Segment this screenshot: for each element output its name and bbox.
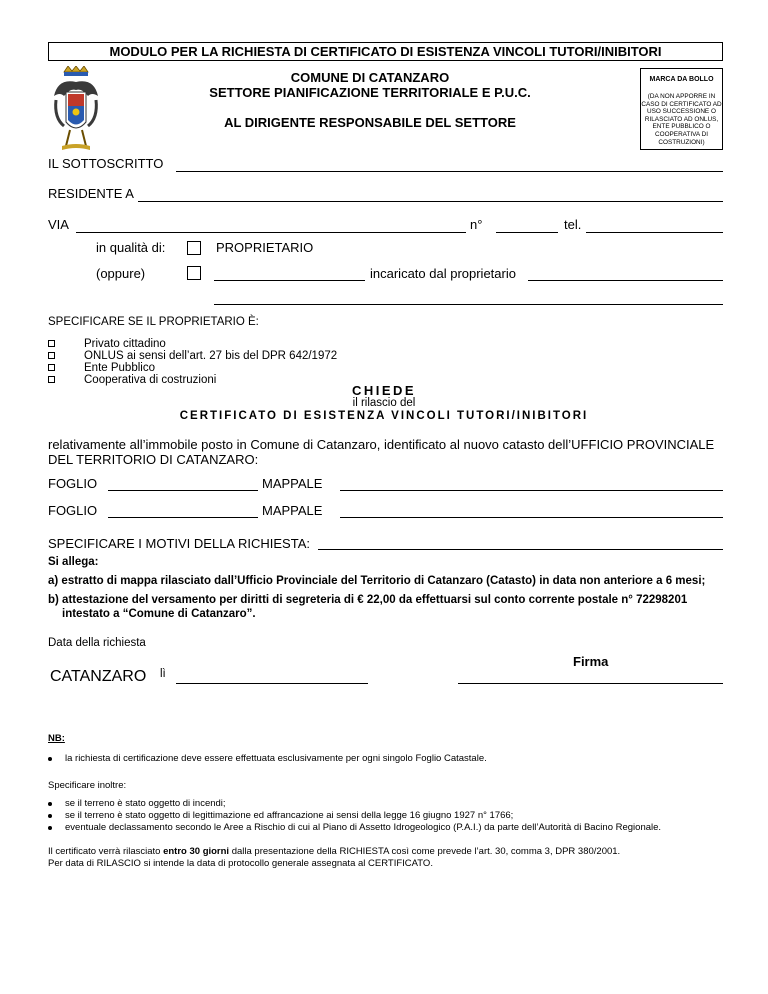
allegato-b-line1: b) attestazione del versamento per diritti di segreteria di € 22,00 da effettuarsi sul conto corrente postale n° 72298201 [48, 594, 688, 606]
marca-da-bollo-box [640, 68, 723, 150]
date-field[interactable] [176, 683, 368, 684]
allegato-a: a) estratto di mappa rilasciato dall’Ufficio Provinciale del Territorio di Catanzaro (Catasto) in data non anteriore a 6 mesi; [48, 575, 706, 587]
final-note-2: Per data di RILASCIO si intende la data di protocollo generale assegnata al CERTIFICATO. [48, 858, 433, 869]
via-label: VIA [48, 217, 69, 232]
allegato-b-line2: intestato a “Comune di Catanzaro”. [62, 608, 256, 620]
bullet-icon [48, 814, 52, 818]
checkbox-icon[interactable] [48, 376, 55, 383]
header-comune: COMUNE DI CATANZARO [290, 70, 450, 85]
oppure-label: (oppure) [96, 266, 146, 281]
owner-type-heading: SPECIFICARE SE IL PROPRIETARIO È: [48, 316, 259, 328]
form-title: MODULO PER LA RICHIESTA DI CERTIFICATO DI ESISTENZA VINCOLI TUTORI/INIBITORI [48, 42, 723, 61]
via-field[interactable] [76, 232, 466, 233]
proprietario-extra-field[interactable] [214, 304, 723, 305]
incaricato-label: incaricato dal proprietario [370, 266, 516, 281]
allegati-heading: Si allega: [48, 556, 99, 568]
catanzaro-label: CATANZARO [50, 668, 147, 685]
foglio-field-1[interactable] [108, 490, 258, 491]
residente-field[interactable] [138, 201, 723, 202]
bullet-icon [48, 802, 52, 806]
tel-field[interactable] [586, 232, 723, 233]
bullet-icon [48, 826, 52, 830]
data-richiesta-label: Data della richiesta [48, 637, 146, 649]
stamp-title: MARCA DA BOLLO [649, 76, 714, 83]
incaricato-nome-field[interactable] [214, 280, 365, 281]
motivi-field[interactable] [318, 549, 723, 550]
mappale-field-1[interactable] [340, 490, 723, 491]
numero-field[interactable] [496, 232, 558, 233]
bullet-icon [48, 757, 52, 761]
checkbox-icon[interactable] [48, 352, 55, 359]
foglio-label-2: FOGLIO [48, 503, 98, 518]
rilascio-text: il rilascio del [352, 397, 416, 409]
final-note-1: Il certificato verrà rilasciato entro 30 giorni dalla presentazione della RICHIESTA così come prevede l’art. 30, comma 3, DPR 380/2001. [48, 846, 621, 857]
proprietario-checkbox[interactable] [187, 241, 201, 255]
tel-label: tel. [564, 217, 582, 232]
in-qualita-label: in qualità di: [96, 240, 166, 255]
mappale-field-2[interactable] [340, 517, 723, 518]
li-label: lì [160, 668, 166, 680]
checkbox-icon[interactable] [48, 364, 55, 371]
nb-label: NB: [48, 733, 65, 744]
sottoscritto-label: IL SOTTOSCRITTO [48, 156, 164, 171]
coat-of-arms-logo [52, 66, 100, 154]
checkbox-icon[interactable] [48, 340, 55, 347]
relativamente-text: relativamente all’immobile posto in Comune di Catanzaro, identificato al nuovo catasto dell’UFFICIO PROVINCIALE DEL TERRITORIO DI CATANZARO: [48, 437, 715, 467]
proprietario-nome-field[interactable] [528, 280, 723, 281]
chiede-heading: CHIEDE [351, 383, 417, 398]
motivi-label: SPECIFICARE I MOTIVI DELLA RICHIESTA: [48, 536, 310, 551]
mappale-label-1: MAPPALE [262, 476, 323, 491]
foglio-label-1: FOGLIO [48, 476, 98, 491]
residente-label: RESIDENTE A [48, 186, 134, 201]
sottoscritto-field[interactable] [176, 171, 723, 172]
proprietario-label: PROPRIETARIO [216, 240, 314, 255]
firma-label: Firma [573, 654, 609, 669]
header-destinatario: AL DIRIGENTE RESPONSABILE DEL SETTORE [224, 115, 516, 130]
firma-field[interactable] [458, 683, 723, 684]
foglio-field-2[interactable] [108, 517, 258, 518]
specificare-label: Specificare inoltre: [48, 780, 127, 791]
incaricato-checkbox[interactable] [187, 266, 201, 280]
certificato-heading: CERTIFICATO DI ESISTENZA VINCOLI TUTORI/INIBITORI [179, 410, 589, 422]
numero-label: n° [470, 217, 483, 232]
mappale-label-2: MAPPALE [262, 503, 323, 518]
stamp-note: (DA NON APPORRE IN CASO DI CERTIFICATO AD USO SUCCESSIONE O RILASCIATO AD ONLUS, ENTE PUBBLICO O COOPERATIVA DI COSTRUZIONI) [641, 93, 722, 146]
header-settore: SETTORE PIANIFICAZIONE TERRITORIALE E P.U.C. [209, 85, 531, 100]
